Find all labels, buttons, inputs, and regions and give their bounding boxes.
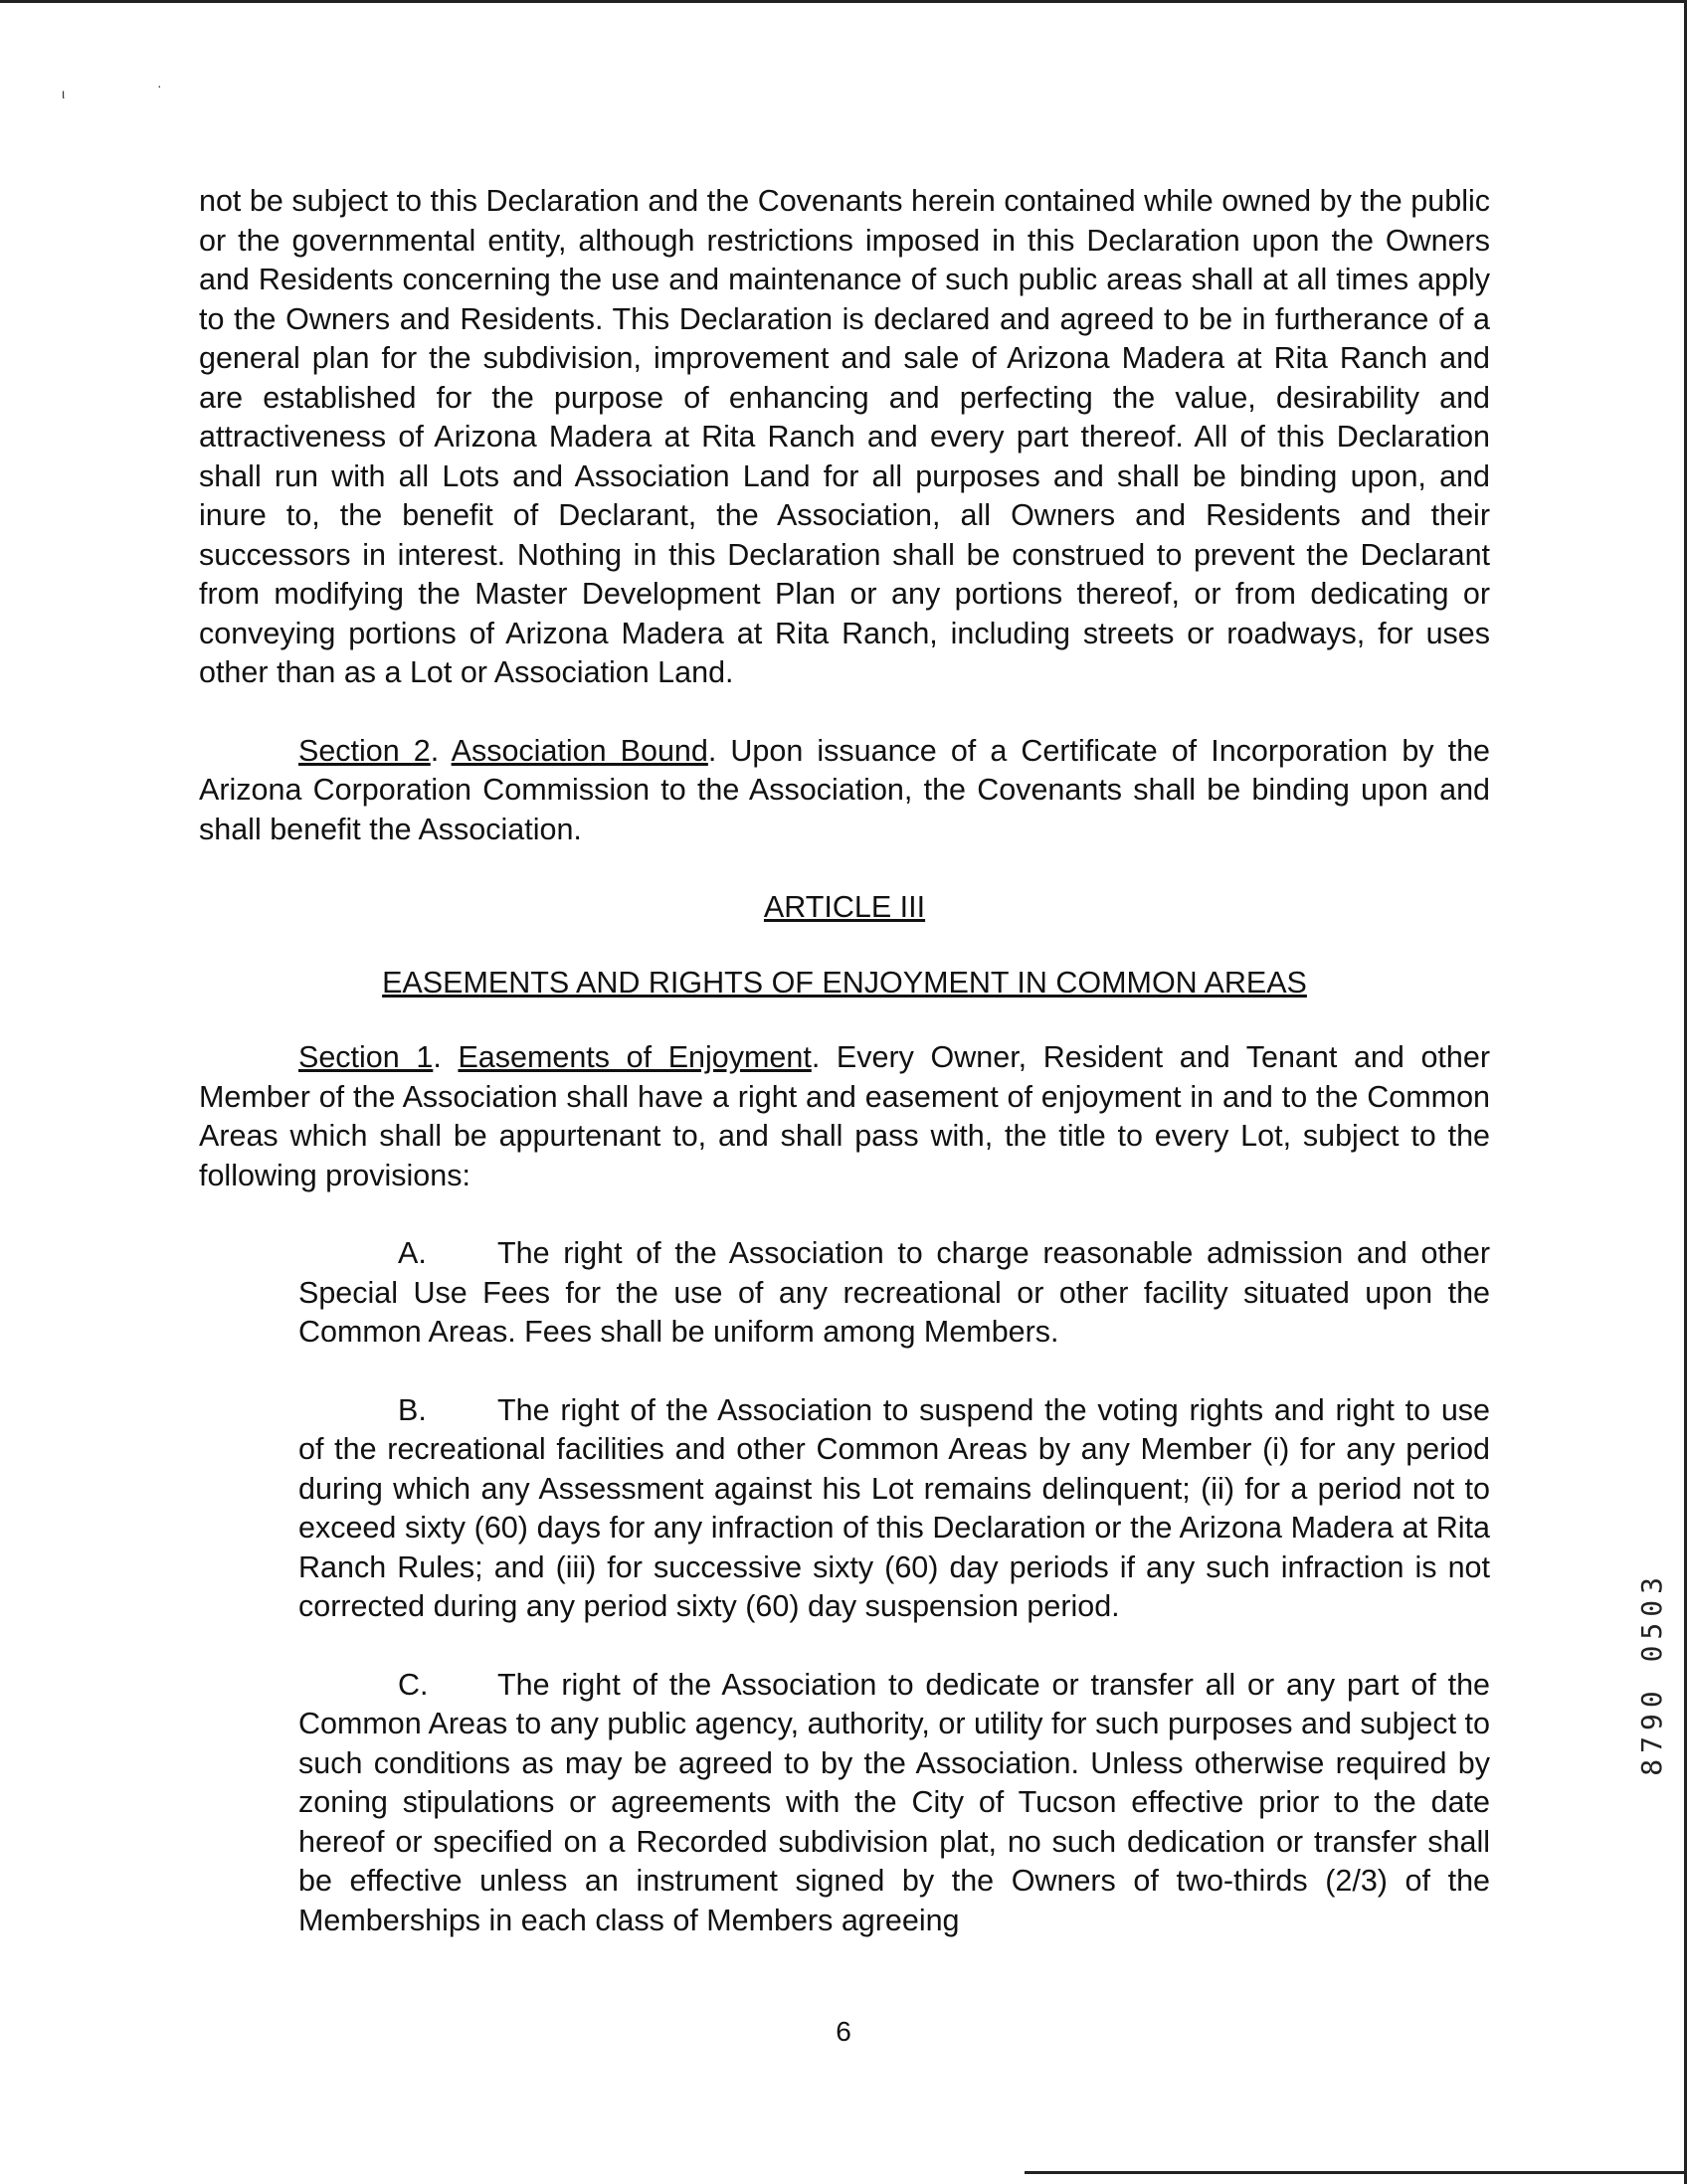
list-item-text: The right of the Association to suspend the voting rights and right to use of the recreational facilities and other Common Areas by any Member (i) for any period during which any Assessment against his Lot remains delinquent; (ii) for a period not to exceed sixty (60) days for any infraction of this Declaration or the Arizona Madera at Rita Ranch Rules; and (iii) for successive sixty (60) day periods if any such infraction is not corrected during any period sixty (60) day suspension period. bbox=[298, 1392, 1490, 1623]
scan-border-bottom bbox=[1025, 2171, 1687, 2174]
list-item-letter: A. bbox=[398, 1236, 427, 1270]
paragraph-continuation: not be subject to this Declaration and the Covenants herein contained while owned by the public or the governmental entity, although restrictions imposed in this Declaration upon the Owners and Residents concerning the use and maintenance of such public areas shall at all times apply to the Owners and Residents. This Declaration is declared and agreed to be in furtherance of a general plan for the subdivision, improvement and sale of Arizona Madera at Rita Ranch and are established for the purpose of enhancing and perfecting the value, desirability and attractiveness of Arizona Madera at Rita Ranch and every part thereof. All of this Declaration shall run with all Lots and Association Land for all purposes and shall be binding upon, and inure to, the benefit of Declarant, the Association, all Owners and Residents and their successors in interest. Nothing in this Declaration shall be construed to prevent the Declarant from modifying the Master Development Plan or any portions thereof, or from dedicating or conveying portions of Arizona Madera at Rita Ranch, including streets or roadways, for uses other than as a Lot or Association Land. bbox=[199, 184, 1490, 689]
list-item-text: The right of the Association to dedicate or transfer all or any part of the Common Areas to any public agency, authority, or utility for such purposes and subject to such conditions as may be agreed to by the Association. Unless otherwise required by zoning stipulations or agreements with the City of Tucson effective prior to the date hereof or specified on a Recorded subdivision plat, no such dedication or transfer shall be effective unless an instrument signed by the Owners of two-thirds (2/3) of the Memberships in each class of Members agreeing bbox=[298, 1667, 1490, 1937]
scan-speck: ι bbox=[62, 86, 66, 101]
article-title: EASEMENTS AND RIGHTS OF ENJOYMENT IN COMMON AREAS bbox=[382, 965, 1307, 1000]
section-1-label: Section 1 bbox=[298, 1040, 434, 1074]
document-page bbox=[199, 182, 1490, 1940]
article-heading: ARTICLE III bbox=[763, 890, 926, 924]
page-number: 6 bbox=[836, 2016, 851, 2047]
section-1-title: Easements of Enjoyment bbox=[458, 1040, 812, 1074]
section-2-text: Upon issuance of a Certificate of Incorporation by the Arizona Corporation Commission to the Association, the Covenants shall be binding upon and shall benefit the Association. bbox=[199, 733, 1490, 846]
recording-stamp: 8790 0503 bbox=[1635, 1571, 1668, 1776]
section-1-text: Every Owner, Resident and Tenant and other Member of the Association shall have a right and easement of enjoyment in and to the Common Areas which shall be appurtenant to, and shall pass with, the title to every Lot, subject to the following provisions: bbox=[199, 1040, 1490, 1192]
list-item-text: The right of the Association to charge reasonable admission and other Special Use Fees for the use of any recreational or other facility situated upon the Common Areas. Fees shall be uniform among Members. bbox=[298, 1236, 1490, 1349]
list-item-letter: C. bbox=[398, 1667, 429, 1702]
section-2-paragraph: Section 2. Association Bound. Upon issuance of a Certificate of Incorporation by the Arizona Corporation Commission to the Association, the Covenants shall be binding upon and shall benefit the Association. bbox=[199, 733, 1490, 846]
scan-speck: · bbox=[157, 78, 162, 93]
list-item-letter: B. bbox=[398, 1392, 427, 1427]
list-item bbox=[298, 1391, 1490, 1627]
section-2-title: Association Bound bbox=[451, 733, 708, 768]
scan-border-top bbox=[0, 0, 1687, 3]
list-item bbox=[298, 1234, 1490, 1353]
section-2-label: Section 2 bbox=[298, 733, 431, 768]
section-1-paragraph: Section 1. Easements of Enjoyment. Every Owner, Resident and Tenant and other Member of the Association shall have a right and easement of enjoyment in and to the Common Areas which shall be appurtenant to, and shall pass with, the title to every Lot, subject to the following provisions: bbox=[199, 1040, 1490, 1192]
list-item bbox=[298, 1666, 1490, 1941]
